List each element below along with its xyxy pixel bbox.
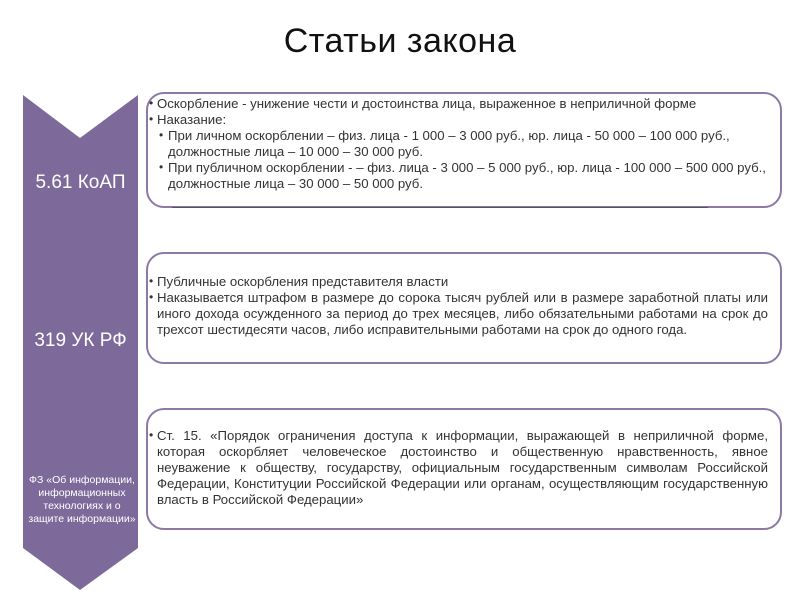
box1-item-2: • Наказание: — [148, 112, 768, 128]
box2-item-1: • Публичные оскорбления представителя власти — [148, 274, 768, 290]
strikethrough-line — [172, 207, 708, 208]
chevron-label-3: ФЗ «Об информации, информационных технологиях и о защите информации» — [28, 474, 136, 525]
article-box-fz — [146, 408, 782, 530]
article-box-koap — [146, 92, 782, 208]
box1-subitem-1: • При личном оскорблении – физ. лица - 1 000 – 3 000 руб., юр. лица - 50 000 – 100 000 руб., должностные лица – 10 000 – 30 000 руб. — [148, 128, 768, 160]
slide-title: Статьи закона — [283, 22, 517, 60]
box1-item-1: • Оскорбление - унижение чести и достоинства лица, выраженное в неприличной форме — [148, 96, 768, 112]
chevron-label-1: 5.61 КоАП — [35, 172, 126, 193]
box3-item-1: • Ст. 15. «Порядок ограничения доступа к информации, выражающей в неприличной форме, которая оскорбляет человеческое достоинство и общественную нравственность, явное неуважение к обществу, государству, официальным государственным символам Российской Федерации, Конституции Российской Федерации или органам, осуществляющим государственную власть в Российской Федерации» — [148, 428, 768, 508]
box2-item-2: • Наказывается штрафом в размере до сорока тысяч рублей или в размере заработной платы или иного дохода осужденного за период до трех месяцев, либо обязательными работами на срок до трехсот шестидесяти часов, либо исправительными работами на срок до одного года. — [148, 290, 768, 338]
box1-subitem-2: • При публичном оскорблении - – физ. лица - 3 000 – 5 000 руб., юр. лица - 100 000 – 500 000 руб., должностные лица – 30 000 – 50 000 руб. — [148, 160, 768, 192]
chevron-label-2: 319 УК РФ — [34, 330, 127, 351]
article-box-uk — [146, 252, 782, 364]
